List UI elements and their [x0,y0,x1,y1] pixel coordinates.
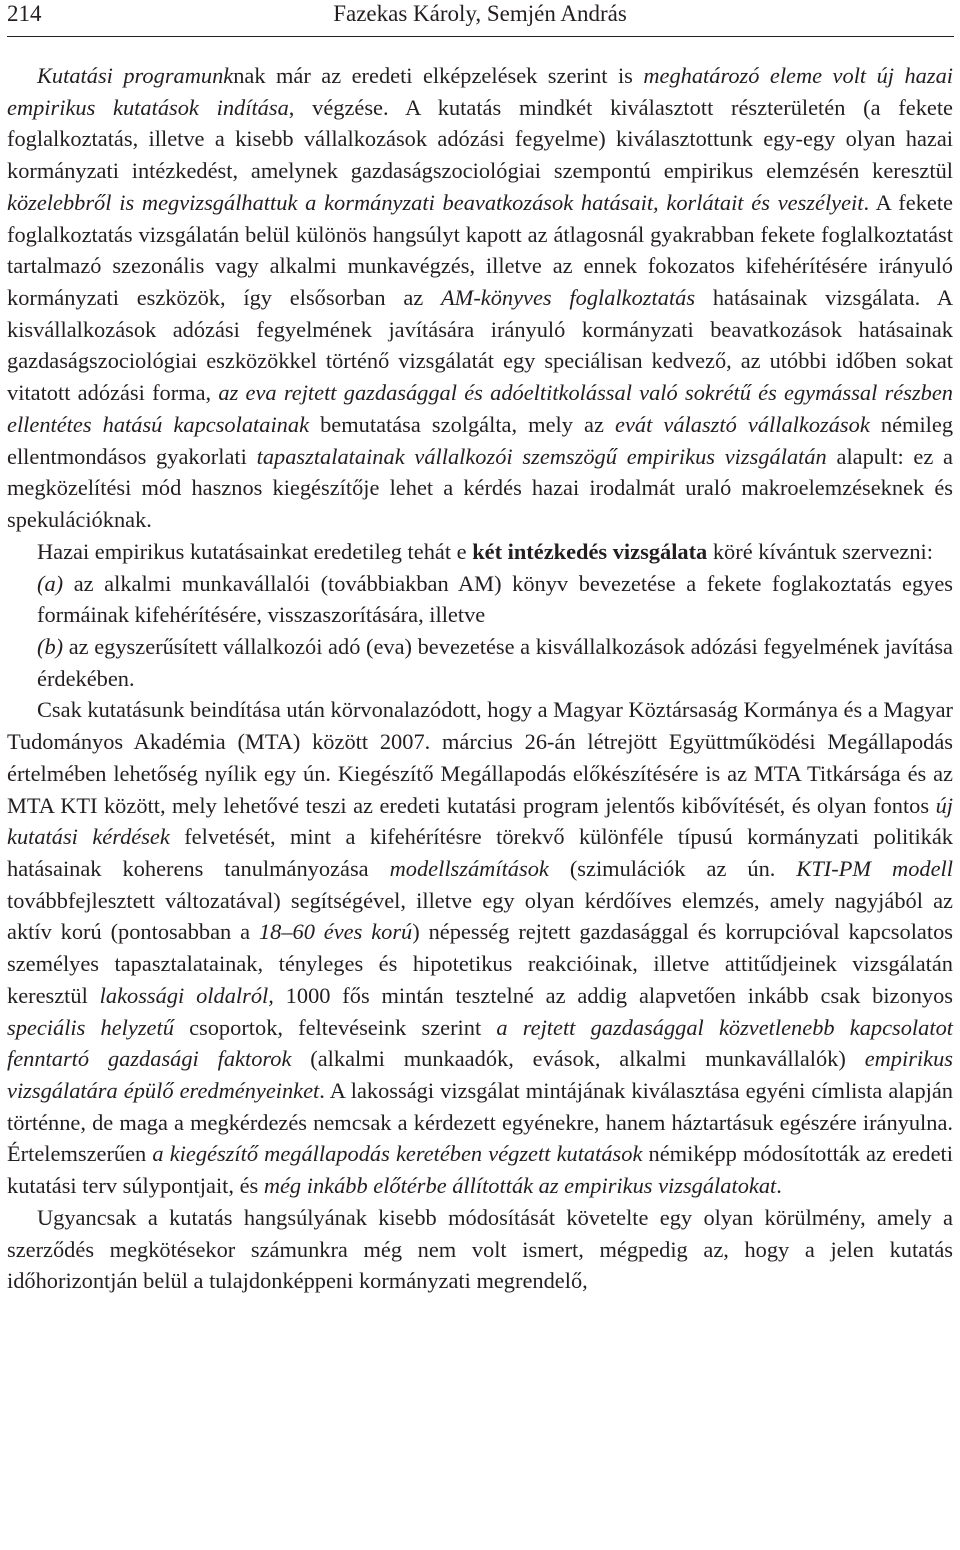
italic-text: AM-könyves foglalkoztatás [441,285,696,311]
text-run: Hazai empirikus kutatásainkat eredetileg tehát e [37,538,473,564]
text-run: ) népesség rejtett gazdasággal és korrupcióval kapcsolatos személyes tapasztalatainak, tényleges és hipotetikus reakcióinak, illetve attitűdjeinek vizsgálatán keresztül [7,919,954,1008]
italic-text: empirikus vizsgálatára épülő eredményeinket [7,1046,953,1103]
text-run: , végzése. A kutatás mindkét kiválasztott részterületén (a fekete foglalkoztatás, illetve a kisebb vállalkozások adózási fegyelme) kiválasztottunk egy-egy olyan hazai kormányzati intézkedést, amelynek gazdaságszociológiai szempontú empirikus elemzésén keresztül [7,94,953,184]
text-run: csoportok, feltevéseink szerint [173,1014,497,1040]
italic-text: az eva rejtett gazdasággal és adóeltitkolással való sokrétű és egymással részben ellentétes hatású kapcsolatainak [7,380,953,437]
italic-text: tapasztalatainak vállalkozói szemszögű empirikus vizsgálatán [256,443,827,469]
text-run: . A fekete foglalkoztatás vizsgálatán belül különös hangsúlyt kapott az átlagosnál gyakrabban fekete foglalkoztatást tartalmazó szezonális vagy alkalmi munkavégzés, illetve az ennek fokozatos kifehérítésére irányuló kormányzati eszközök, így elsősorban az [7,189,953,311]
list-item-paragraph [7,568,953,631]
page-header [7,0,953,36]
bold-text: két intézkedés vizsgálata [472,538,708,564]
running-title: Fazekas Károly, Semjén András [333,1,627,26]
text-run: némileg ellentmondásos gyakorlati [7,411,954,469]
italic-text: modellszámítások [389,855,549,881]
text-run: az alkalmi munkavállalói (továbbiakban AM) könyv bevezetése a fekete foglakoztatás egyes formáinak kifehérítésére, visszaszorítására, illetve [37,570,953,628]
italic-text: (b) [37,633,64,659]
italic-text: új kutatási kérdések [7,792,953,850]
text-run: az egyszerűsített vállalkozói adó (eva) bevezetése a kisvállalkozások adózási fegyelmének javítása érdekében. [37,633,953,691]
body-text [7,60,953,1297]
header-rule [7,36,954,37]
text-run: 1000 fős mintán tesztelné az addig alapvetően inkább csak bizonyos [273,982,953,1008]
text-run: némiképp módosították az eredeti kutatási terv súlypontjait, és [7,1141,953,1199]
italic-text: KTI-PM modell [796,855,953,881]
text-run: felvetését, mint a kifehérítésre törekvő különféle típusú kormányzati politikák hatásainak koherens tanulmányozása [7,824,953,881]
page-number: 214 [7,1,42,26]
text-run: köré kívántuk szervezni: [707,538,933,564]
text-run: (szimulációk az ún. [548,855,797,881]
text-run: . [776,1173,782,1199]
paragraph [7,60,953,536]
italic-text: meghatározó eleme volt új hazai empirikus kutatások indítása [7,63,953,120]
paragraph [7,536,953,568]
text-run: alapult: ez a megközelítési mód hasznos kiegészítője lehet a kérdés hazai irodalmát uraló makroelemzéseknek és spekulációknak. [7,443,953,533]
italic-text: (a) [37,570,64,596]
text-run: Csak kutatásunk beindítása után körvonalazódott, hogy a Magyar Köztársaság Kormánya és a Magyar Tudományos Akadémia (MTA) között 2007. március 26-án létrejött Együttműködési Megállapodás értelmében lehetőség nyílik egy ún. Kiegészítő Megállapodás előkészítésére is az MTA Titkársága és az MTA KTI között, mely lehetővé teszi az eredeti kutatási program jelentős kibővítését, és olyan fontos [7,697,953,818]
list-item-paragraph [7,631,953,694]
italic-text: a kiegészítő megállapodás keretében végzett kutatások [152,1141,643,1167]
text-run: továbbfejlesztett változatával) segítségével, illetve egy olyan kérdőíves elemzés, amely nagyjából az aktív korú (pontosabban a [7,887,953,945]
italic-text: evát választó vállalkozások [615,411,870,437]
paragraph [7,694,953,1202]
italic-text: közelebbről is megvizsgálhattuk a kormányzati beavatkozások hatásait, korlátait és veszélyeit [7,189,864,215]
text-run: (alkalmi munkaadók, evások, alkalmi munkavállalók) [291,1046,865,1072]
italic-text: 18–60 éves korú [258,919,413,945]
italic-text: a rejtett gazdasággal közvetlenebb kapcsolatot fenntartó gazdasági faktorok [7,1014,953,1072]
italic-text: Kutatási programunk [37,63,234,88]
text-run: Ugyancsak a kutatás hangsúlyának kisebb módosítását követelte egy olyan körülmény, amely a szerződés megkötésekor számunkra még nem volt ismert, mégpedig az, hogy a jelen kutatás időhorizontján belül a tulajdonképpeni kormányzati megrendelő, [7,1204,953,1294]
text-run: . A lakossági vizsgálat mintájának kiválasztása egyéni címlista alapján történne, de maga a megkérdezés nemcsak a kérdezett egyénekre, hanem háztartásuk egészére irányulna. Értelemszerűen [7,1078,953,1167]
text-run: hatásainak vizsgálata. A kisvállalkozások adózási fegyelmének javítására irányuló kormányzati beavatkozások hatásainak gazdaságszociológiai eszközökkel történő vizsgálatát egy speciálisan kedvező, az utóbbi időben sokat vitatott adózási forma, [7,285,953,406]
italic-text: még inkább előtérbe állították az empirikus vizsgálatokat [263,1173,777,1199]
text-run: bemutatása szolgálta, mely az [309,411,616,437]
italic-text: lakossági oldalról, [99,982,274,1008]
text-run: nak már az eredeti elképzelések szerint is [233,63,644,88]
paragraph [7,1202,953,1297]
italic-text: speciális helyzetű [7,1014,174,1040]
